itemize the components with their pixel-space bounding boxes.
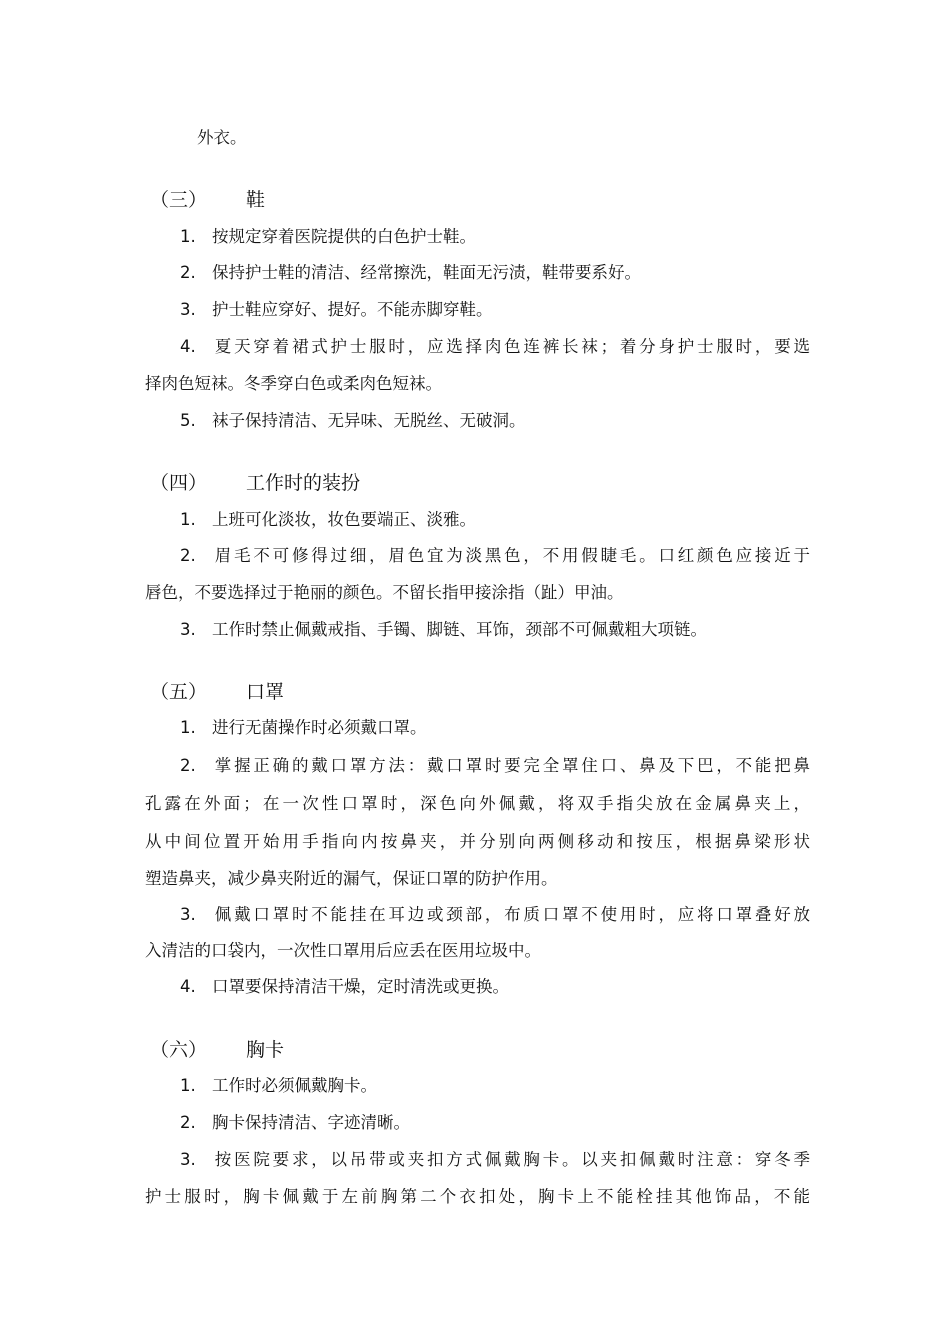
section-number: （六） xyxy=(150,1039,208,1061)
section-number: （三） xyxy=(150,189,208,211)
item-text-continuation: 择肉色短袜。冬季穿白色或柔肉色短袜。 xyxy=(145,374,442,393)
item-number: 1. xyxy=(180,510,196,529)
item-text: 护士鞋应穿好、提好。不能赤脚穿鞋。 xyxy=(212,300,493,319)
item-text: 袜子保持清洁、无异味、无脱丝、无破洞。 xyxy=(212,411,526,430)
item-number: 2. xyxy=(180,546,196,565)
list-item xyxy=(180,754,810,778)
list-item xyxy=(180,1074,377,1098)
continuation-text: 外衣。 xyxy=(197,128,247,147)
item-number: 3. xyxy=(180,620,196,639)
item-text: 进行无菌操作时必须戴口罩。 xyxy=(212,718,427,737)
list-item xyxy=(180,903,810,927)
section-heading-appearance xyxy=(150,470,360,496)
list-item xyxy=(180,618,707,642)
list-item xyxy=(180,298,493,322)
item-number: 1. xyxy=(180,1076,196,1095)
section-heading-mask xyxy=(150,679,284,705)
item-text: 上班可化淡妆，妆色要端正、淡雅。 xyxy=(212,510,476,529)
list-item xyxy=(180,225,476,249)
section-number: （五） xyxy=(150,681,208,703)
item-number: 2. xyxy=(180,263,196,282)
item-text-continuation: 唇色，不要选择过于艳丽的颜色。不留长指甲接涂指（趾）甲油。 xyxy=(145,583,624,602)
item-text-continuation: 孔露在外面；在一次性口罩时，深色向外佩戴，将双手指尖放在金属鼻夹上， xyxy=(145,794,810,813)
list-item xyxy=(180,716,427,740)
item-text: 掌握正确的戴口罩方法：戴口罩时要完全罩住口、鼻及下巴，不能把鼻 xyxy=(212,756,810,775)
item-text-continuation: 护士服时，胸卡佩戴于左前胸第二个衣扣处，胸卡上不能栓挂其他饰品，不能 xyxy=(145,1187,810,1206)
item-text: 工作时必须佩戴胸卡。 xyxy=(212,1076,377,1095)
item-text-continuation: 塑造鼻夹，减少鼻夹附近的漏气，保证口罩的防护作用。 xyxy=(145,869,558,888)
list-item xyxy=(180,261,641,285)
item-text: 夏天穿着裙式护士服时，应选择肉色连裤长袜；着分身护士服时，要选 xyxy=(212,337,810,356)
item-text: 按规定穿着医院提供的白色护士鞋。 xyxy=(212,227,476,246)
item-number: 3. xyxy=(180,1150,196,1169)
item-text: 按医院要求，以吊带或夹扣方式佩戴胸卡。以夹扣佩戴时注意：穿冬季 xyxy=(212,1150,810,1169)
item-number: 1. xyxy=(180,227,196,246)
list-item xyxy=(180,508,476,532)
section-title: 工作时的装扮 xyxy=(246,472,361,494)
item-text-continuation: 从中间位置开始用手指向内按鼻夹，并分别向两侧移动和按压，根据鼻梁形状 xyxy=(145,832,810,851)
list-item xyxy=(180,544,810,568)
item-number: 5. xyxy=(180,411,196,430)
item-text: 工作时禁止佩戴戒指、手镯、脚链、耳饰，颈部不可佩戴粗大项链。 xyxy=(212,620,707,639)
list-item xyxy=(180,1148,810,1172)
item-number: 2. xyxy=(180,756,196,775)
section-title: 胸卡 xyxy=(246,1039,285,1061)
item-text-continuation: 入清洁的口袋内，一次性口罩用后应丢在医用垃圾中。 xyxy=(145,941,541,960)
item-number: 4. xyxy=(180,977,196,996)
item-number: 4. xyxy=(180,337,196,356)
item-number: 1. xyxy=(180,718,196,737)
item-text: 眉毛不可修得过细，眉色宜为淡黑色，不用假睫毛。口红颜色应接近于 xyxy=(212,546,810,565)
item-text: 胸卡保持清洁、字迹清晰。 xyxy=(212,1113,410,1132)
list-item xyxy=(180,975,509,999)
item-number: 3. xyxy=(180,300,196,319)
list-item xyxy=(180,1111,410,1135)
list-item xyxy=(180,409,526,433)
item-text: 口罩要保持清洁干燥，定时清洗或更换。 xyxy=(212,977,509,996)
section-heading-shoes xyxy=(150,187,265,213)
section-number: （四） xyxy=(150,472,208,494)
list-item xyxy=(180,335,810,359)
item-text: 保持护士鞋的清洁、经常擦洗，鞋面无污渍，鞋带要系好。 xyxy=(212,263,641,282)
item-number: 2. xyxy=(180,1113,196,1132)
item-text: 佩戴口罩时不能挂在耳边或颈部，布质口罩不使用时，应将口罩叠好放 xyxy=(212,905,810,924)
item-number: 3. xyxy=(180,905,196,924)
section-title: 口罩 xyxy=(246,681,285,703)
section-heading-badge xyxy=(150,1037,284,1063)
section-title: 鞋 xyxy=(246,189,266,211)
